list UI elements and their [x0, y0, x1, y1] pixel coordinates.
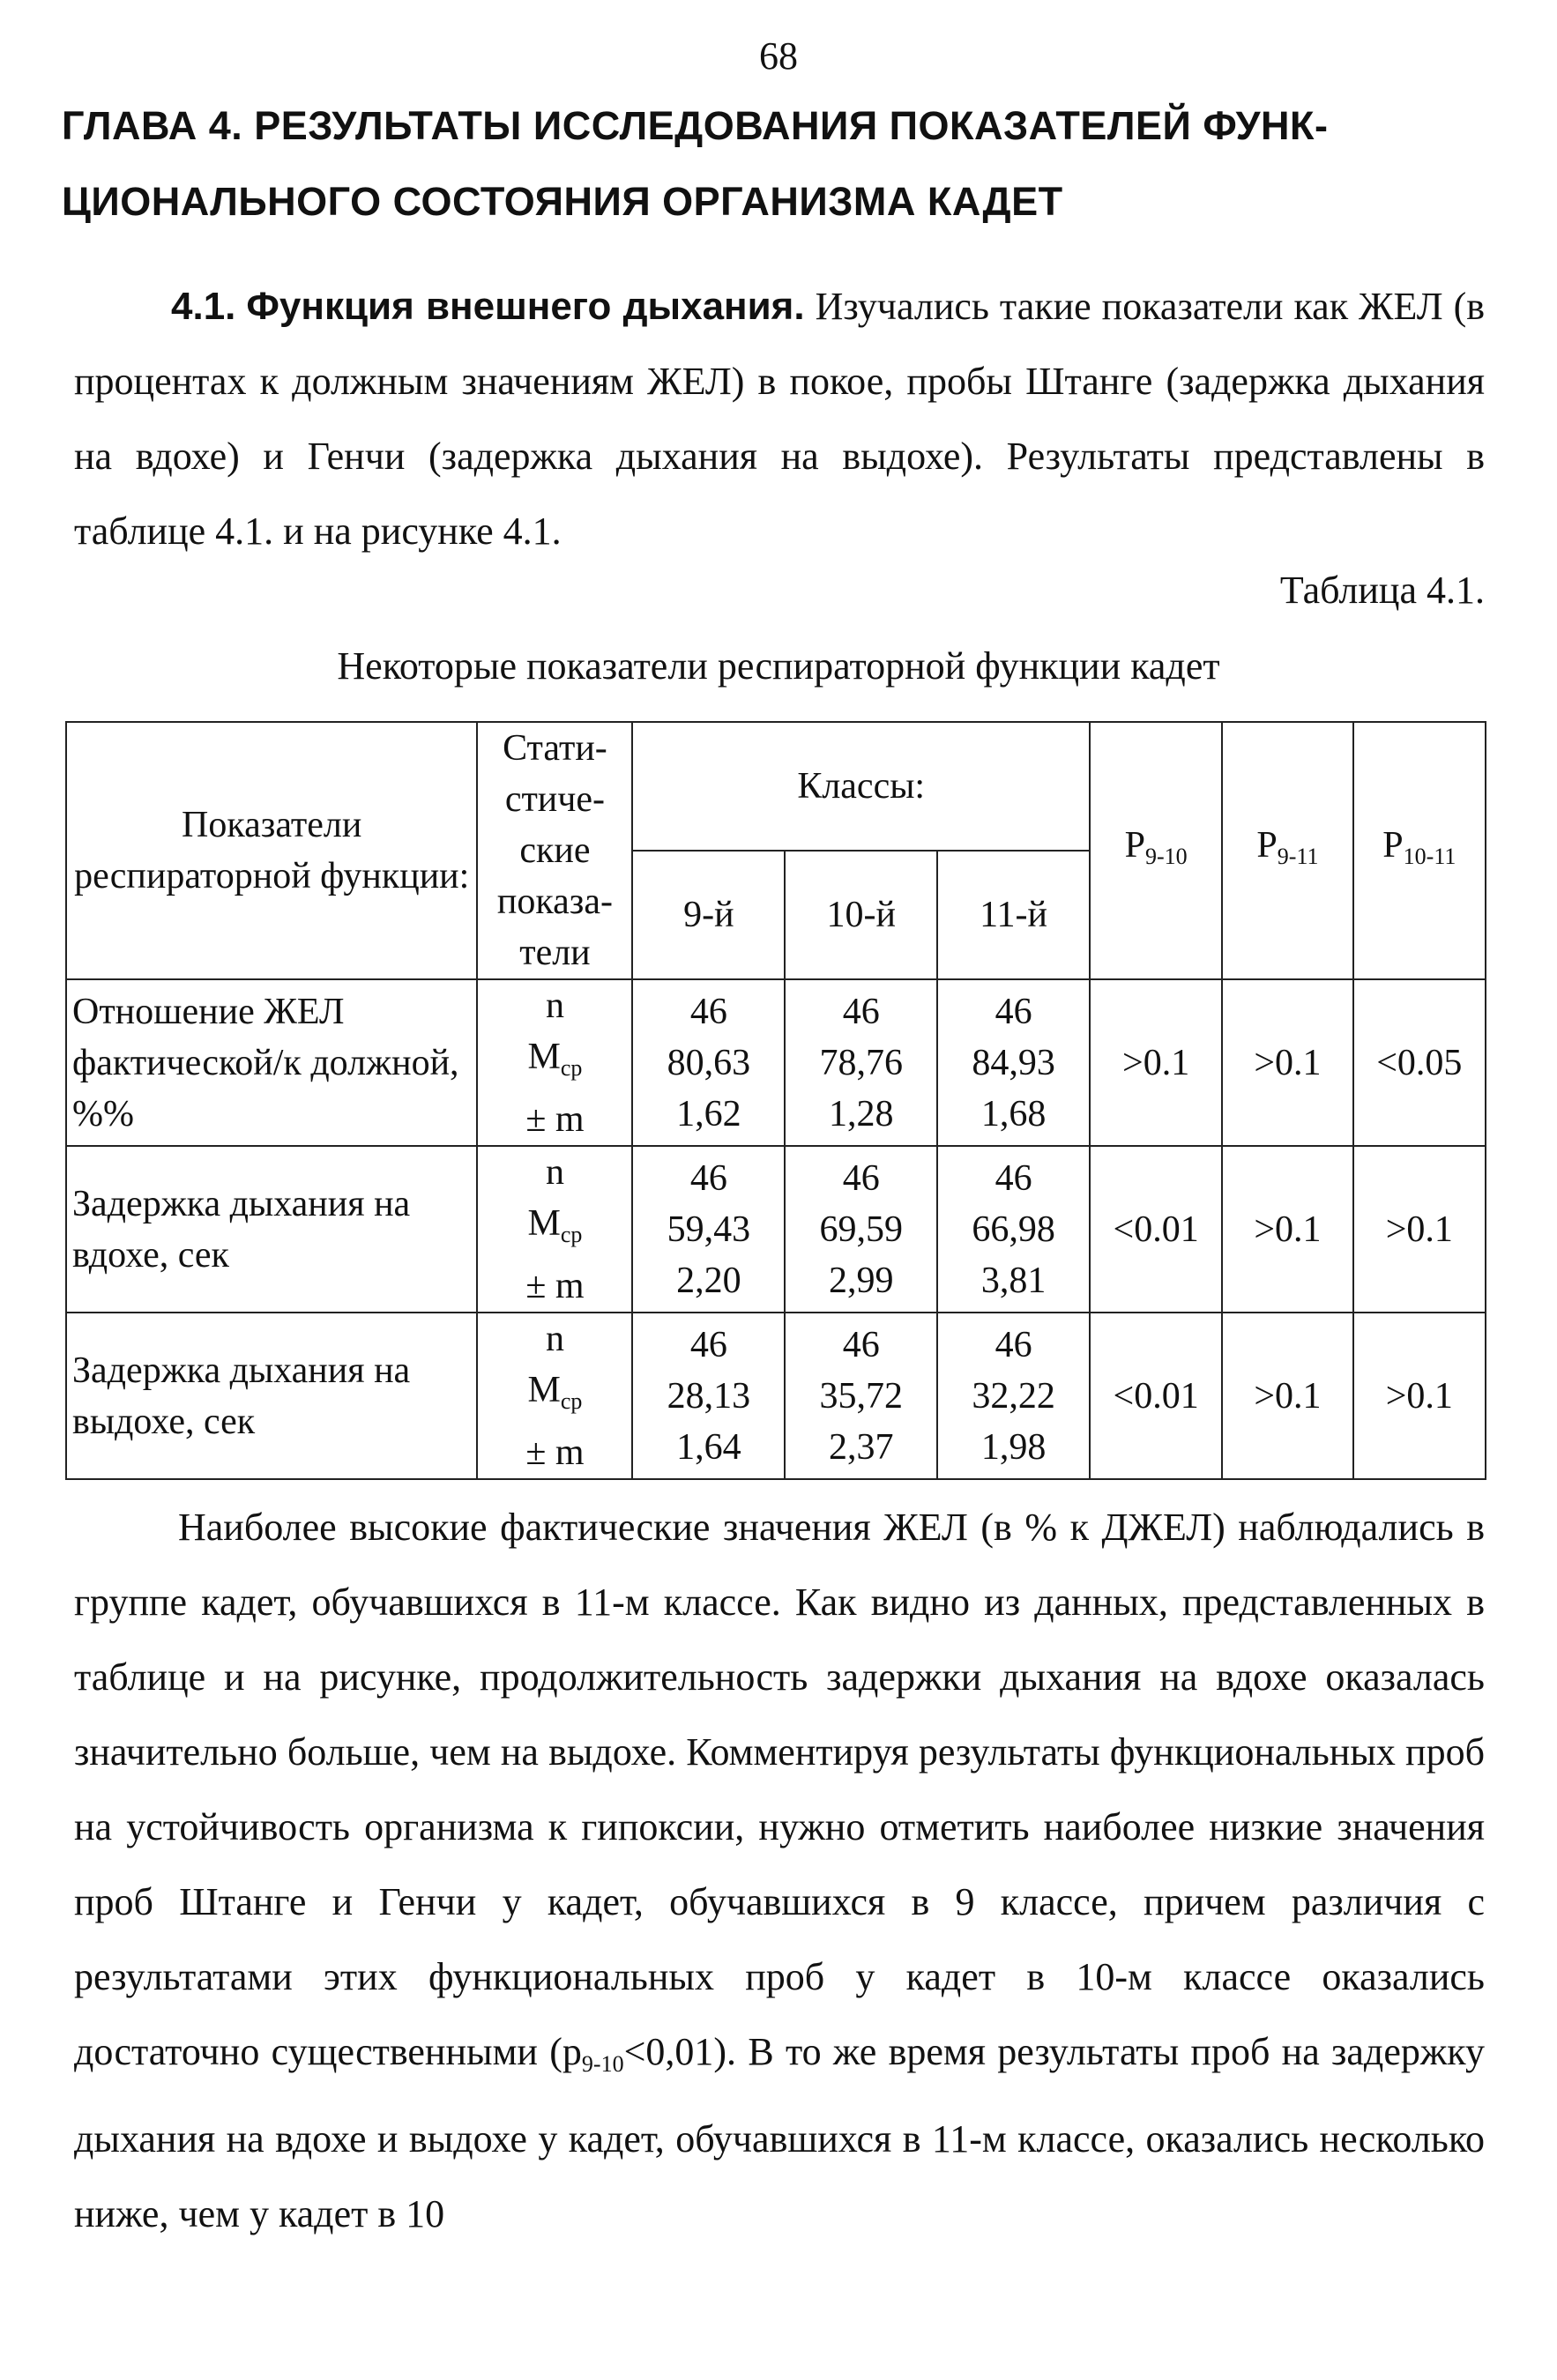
header-indicators: Показатели респираторной функции:	[66, 722, 477, 979]
header-p-9-10: $P_{9-10}$	[1090, 722, 1222, 979]
row-label: Задержка дыхания на вдохе, сек	[66, 1146, 477, 1313]
value-cell-9: 46 80,63 1,62	[632, 979, 785, 1146]
stat-cell: n $M_{ср}$ ± m	[477, 1313, 632, 1479]
section-paragraph	[74, 269, 1485, 569]
table-row	[66, 979, 1486, 1146]
chapter-title: ГЛАВА 4. РЕЗУЛЬТАТЫ ИССЛЕДОВАНИЯ ПОКАЗАТЕЛЕЙ ФУНК-ЦИОНАЛЬНОГО СОСТОЯНИЯ ОРГАНИЗМА КАДЕТ	[62, 103, 1329, 224]
section-number: 4.1.	[171, 285, 236, 328]
stat-cell: n $M_{ср}$ ± m	[477, 1146, 632, 1313]
value-cell-10: 46 78,76 1,28	[785, 979, 937, 1146]
header-class-9: 9-й	[632, 851, 785, 979]
section-title: Функция внешнего дыхания.	[246, 285, 805, 328]
p-cell-9-11: >0.1	[1222, 1146, 1352, 1313]
p-cell-9-10: <0.01	[1090, 1146, 1222, 1313]
body-paragraph: Наиболее высокие фактические значения ЖЕЛ (в % к ДЖЕЛ) наблюдались в группе кадет, обучавшихся в 11-м классе. Как видно из данных, представленных в таблице и на рисунке, продолжительность задержки дыхания на вдохе оказалась значительно больше, чем на выдохе. Комментируя результаты функциональных проб на устойчивость организма к гипоксии, нужно отметить наиболее низкие значения проб Штанге и Генчи у кадет, обучавшихся в 9 классе, причем различия с результатами этих функциональных проб у кадет в 10-м классе оказались достаточно существенными $(p_{9-10}<0,01)$. В то же время результаты проб на задержку дыхания на вдохе и выдохе у кадет, обучавшихся в 11-м классе, оказались несколько ниже, чем у кадет в 10	[74, 1506, 1486, 2235]
value-cell-9: 46 28,13 1,64	[632, 1313, 785, 1479]
header-p-10-11: $P_{10-11}$	[1353, 722, 1486, 979]
table-row	[66, 1313, 1486, 1479]
stat-cell: n $M_{ср}$ ± m	[477, 979, 632, 1146]
page-number: 68	[759, 34, 798, 78]
value-cell-10: 46 69,59 2,99	[785, 1146, 937, 1313]
value-cell-11: 46 84,93 1,68	[937, 979, 1090, 1146]
row-label: Задержка дыхания на выдохе, сек	[66, 1313, 477, 1479]
value-cell-10: 46 35,72 2,37	[785, 1313, 937, 1479]
section-text: Изучались такие показатели как ЖЕЛ (в процентах к должным значениям ЖЕЛ) в покое, пробы Штанге (задержка дыхания на вдохе) и Генчи (задержка дыхания на выдохе). Результаты представлены в таблице 4.1. и на рисунке 4.1.	[74, 285, 1486, 553]
p-cell-9-10: <0.01	[1090, 1313, 1222, 1479]
value-cell-11: 46 66,98 3,81	[937, 1146, 1090, 1313]
value-cell-11: 46 32,22 1,98	[937, 1313, 1090, 1479]
row-label: Отношение ЖЕЛ фактической/к должной, %%	[66, 979, 477, 1146]
table-header-row	[66, 722, 1486, 851]
p-cell-9-10: >0.1	[1090, 979, 1222, 1146]
table-label: Таблица 4.1.	[1279, 569, 1485, 612]
header-classes: Классы:	[632, 722, 1090, 851]
table-caption: Некоторые показатели респираторной функции кадет	[337, 644, 1220, 688]
header-class-11: 11-й	[937, 851, 1090, 979]
header-class-10: 10-й	[785, 851, 937, 979]
p-cell-9-11: >0.1	[1222, 1313, 1352, 1479]
value-cell-9: 46 59,43 2,20	[632, 1146, 785, 1313]
table-row	[66, 1146, 1486, 1313]
p-cell-10-11: <0.05	[1353, 979, 1486, 1146]
respiratory-table	[65, 721, 1486, 1480]
header-p-9-11: $P_{9-11}$	[1222, 722, 1352, 979]
header-stat: Стати-стиче-ские показа-тели	[477, 722, 632, 979]
p-cell-10-11: >0.1	[1353, 1146, 1486, 1313]
p-cell-10-11: >0.1	[1353, 1313, 1486, 1479]
p-cell-9-11: >0.1	[1222, 979, 1352, 1146]
